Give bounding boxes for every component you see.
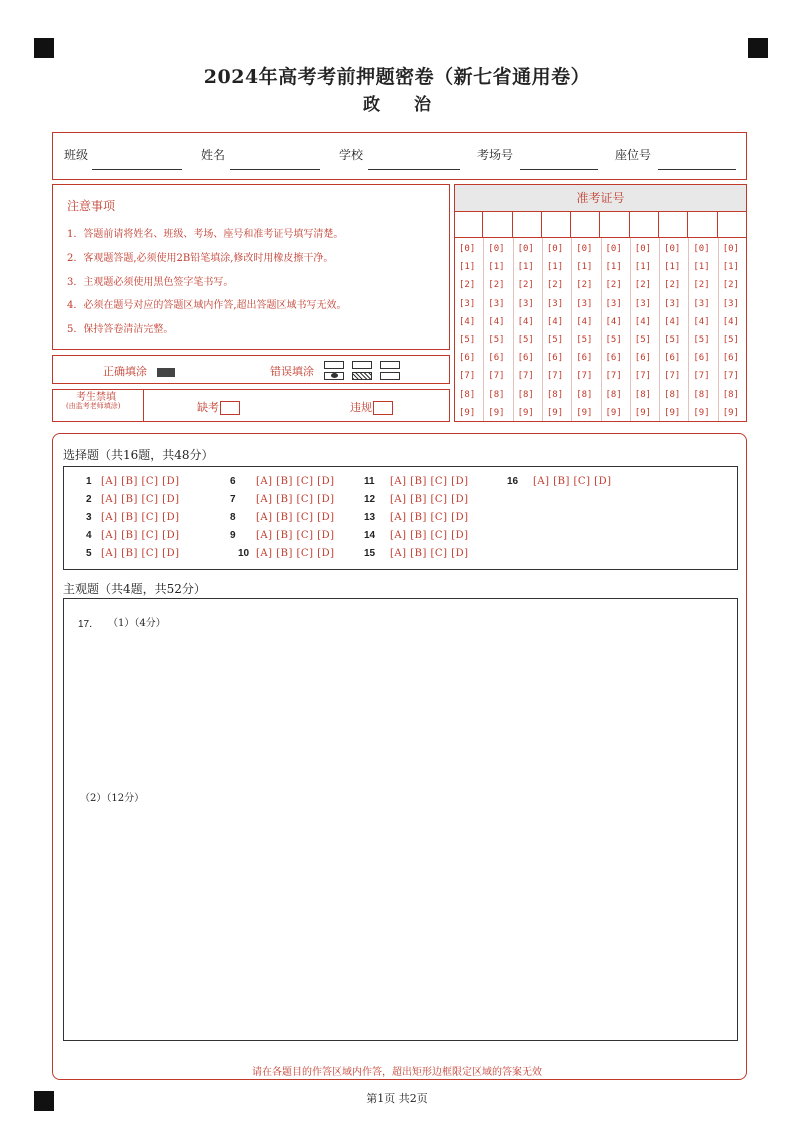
answer-options[interactable]: [A] [B] [C] [D] — [101, 512, 180, 523]
admission-digit-bubble[interactable]: [9] — [693, 407, 710, 418]
admission-digit-bubble[interactable]: [5] — [488, 335, 505, 345]
admission-digit-bubble[interactable]: [8] — [517, 389, 534, 400]
admission-digit-bubble[interactable]: [0] — [693, 244, 710, 254]
admission-digit-bubble[interactable]: [8] — [546, 389, 564, 400]
school-label: 学校 — [339, 148, 364, 162]
admission-digit-bubble[interactable]: [2] — [693, 280, 710, 291]
admission-digit-bubble[interactable]: [5] — [664, 335, 681, 345]
admission-digit-bubble[interactable]: [2] — [459, 280, 476, 291]
admission-digit-bubble[interactable]: [0] — [664, 244, 681, 254]
admission-digit-bubble[interactable]: [5] — [576, 335, 593, 345]
admission-digit-bubble[interactable]: [9] — [488, 407, 505, 418]
admission-digit-bubble[interactable]: [3] — [693, 298, 710, 309]
wrong-fill-label: 错误填涂 — [270, 365, 314, 378]
q17-part2-label: （2）（12分） — [80, 793, 145, 804]
admission-digit-bubble[interactable]: [8] — [722, 389, 739, 400]
admission-digit-bubble[interactable]: [7] — [576, 371, 593, 382]
admission-digit-bubble[interactable]: [2] — [664, 280, 681, 291]
name-label: 姓名 — [201, 148, 226, 162]
admission-digit-bubble[interactable]: [1] — [664, 262, 681, 273]
correct-fill-text: 正确填涂 — [103, 365, 147, 378]
answer-options[interactable]: [A] [B] [C] [D] — [256, 476, 335, 487]
admission-digit-bubble[interactable]: [6] — [459, 353, 476, 364]
admission-digit-bubble[interactable]: [3] — [634, 298, 652, 309]
admission-digit-bubble[interactable]: [1] — [605, 262, 622, 273]
answer-options[interactable]: [A] [B] [C] [D] — [390, 530, 469, 541]
admission-digit-bubble[interactable]: [1] — [459, 262, 476, 273]
admission-digit-bubble[interactable]: [9] — [546, 407, 564, 418]
admission-column-divider — [718, 237, 719, 421]
wrong-fill-dot-icon — [324, 372, 344, 380]
admission-digit-cell[interactable] — [601, 212, 630, 237]
answer-options[interactable]: [A] [B] [C] [D] — [256, 548, 335, 559]
admission-column-divider — [483, 237, 484, 421]
answer-options[interactable]: [A] [B] [C] [D] — [533, 476, 612, 487]
admission-digit-bubble[interactable]: [7] — [488, 371, 505, 382]
q17-part1-label: （1）（4分） — [108, 618, 166, 629]
wrong-fill-hatch-icon — [352, 372, 372, 380]
admission-column-divider — [630, 237, 631, 421]
question-number: 4 — [86, 530, 92, 541]
admission-digit-bubble[interactable]: [3] — [517, 298, 534, 309]
correct-fill-label — [103, 363, 175, 379]
notice-item: 2．客观题答题,必须使用2B铅笔填涂,修改时用橡皮擦干净。 — [67, 253, 334, 264]
admission-digit-bubble[interactable]: [5] — [517, 335, 534, 345]
question-number: 9 — [230, 530, 236, 541]
admission-digit-bubble[interactable]: [7] — [605, 371, 622, 382]
page-number: 第1页 共2页 — [366, 1092, 428, 1105]
q17-label: 17． — [78, 619, 100, 630]
admission-column-divider — [571, 237, 572, 421]
admission-digit-bubble[interactable]: [3] — [722, 298, 739, 309]
admission-digit-bubble[interactable]: [9] — [459, 407, 476, 418]
admission-digit-cell[interactable] — [454, 212, 483, 237]
admission-digit-cell[interactable] — [483, 212, 512, 237]
violation-label: 违规 — [350, 401, 372, 414]
name-field[interactable] — [230, 169, 320, 170]
admission-digit-bubble[interactable]: [4] — [634, 316, 652, 327]
exam-room-field[interactable] — [520, 169, 598, 170]
admission-digit-bubble[interactable]: [0] — [459, 244, 476, 254]
violation-checkbox[interactable] — [350, 399, 393, 415]
admission-digit-bubble[interactable]: [1] — [634, 262, 652, 273]
admission-column-divider — [542, 237, 543, 421]
admission-digit-bubble[interactable]: [7] — [722, 371, 739, 382]
admission-digit-bubble[interactable]: [2] — [517, 280, 534, 291]
admission-digit-bubble[interactable]: [4] — [546, 316, 564, 327]
admission-digit-cell[interactable] — [630, 212, 659, 237]
answer-options[interactable]: [A] [B] [C] [D] — [390, 476, 469, 487]
wrong-fill-circle-icon — [380, 361, 400, 369]
admission-digit-bubble[interactable]: [5] — [605, 335, 622, 345]
notice-item: 4．必须在题号对应的答题区域内作答,超出答题区域书写无效。 — [67, 300, 347, 311]
admission-column-divider — [513, 237, 514, 421]
admission-digit-bubble[interactable]: [4] — [576, 316, 593, 327]
admission-digit-bubble[interactable]: [2] — [722, 280, 739, 291]
admission-digit-bubble[interactable]: [6] — [693, 353, 710, 364]
admission-title: 准考证号 — [454, 184, 747, 212]
admission-digit-bubble[interactable]: [3] — [488, 298, 505, 309]
seat-number-field[interactable] — [658, 169, 736, 170]
admission-digit-bubble[interactable]: [7] — [546, 371, 564, 382]
admission-digit-bubble[interactable]: [6] — [722, 353, 739, 364]
admission-digit-bubble[interactable]: [9] — [517, 407, 534, 418]
admission-digit-bubble[interactable]: [0] — [634, 244, 652, 254]
admission-digit-cell[interactable] — [688, 212, 717, 237]
answer-options[interactable]: [A] [B] [C] [D] — [390, 548, 469, 559]
absent-box[interactable] — [220, 401, 240, 415]
admission-digit-bubble[interactable]: [5] — [634, 335, 652, 345]
admission-digit-bubble[interactable]: [8] — [693, 389, 710, 400]
admission-digit-bubble[interactable]: [1] — [693, 262, 710, 273]
admission-digit-cell[interactable] — [513, 212, 542, 237]
answer-options[interactable]: [A] [B] [C] [D] — [101, 548, 180, 559]
admission-digit-bubble[interactable]: [7] — [693, 371, 710, 382]
admission-digit-cell[interactable] — [571, 212, 600, 237]
admission-digit-bubble[interactable]: [2] — [576, 280, 593, 291]
notice-item: 5．保持答卷清洁完整。 — [67, 324, 174, 335]
admission-digit-bubble[interactable]: [5] — [546, 335, 564, 345]
answer-area-warning: 请在各题目的作答区域内作答，超出矩形边框限定区域的答案无效 — [252, 1067, 542, 1078]
registration-mark-top-left — [34, 38, 54, 58]
admission-digit-bubble[interactable]: [9] — [576, 407, 593, 418]
school-field[interactable] — [368, 169, 460, 170]
question-number: 12 — [364, 494, 376, 505]
admission-column-divider — [688, 237, 689, 421]
question-number: 10 — [238, 548, 250, 559]
wrong-fill-cross-icon — [352, 361, 372, 369]
question-number: 15 — [364, 548, 376, 559]
admission-digit-bubble[interactable]: [1] — [546, 262, 564, 273]
correct-fill-sample — [157, 368, 175, 377]
absent-checkbox[interactable] — [197, 399, 240, 415]
proctor-divider — [143, 389, 144, 422]
admission-digit-bubble[interactable]: [5] — [459, 335, 476, 345]
admission-digit-bubble[interactable]: [3] — [459, 298, 476, 309]
admission-digit-bubble[interactable]: [6] — [634, 353, 652, 364]
answer-options[interactable]: [A] [B] [C] [D] — [101, 494, 180, 505]
admission-digit-bubble[interactable]: [3] — [605, 298, 622, 309]
admission-column-divider — [601, 237, 602, 421]
question-number: 13 — [364, 512, 376, 523]
admission-digit-bubble[interactable]: [3] — [576, 298, 593, 309]
admission-digit-cell[interactable] — [718, 212, 747, 237]
question-number: 8 — [230, 512, 236, 523]
proctor-label: 考生禁填 — [76, 392, 116, 403]
admission-digit-bubble[interactable]: [7] — [664, 371, 681, 382]
admission-digit-bubble[interactable]: [1] — [517, 262, 534, 273]
answer-options[interactable]: [A] [B] [C] [D] — [256, 494, 335, 505]
admission-digit-bubble[interactable]: [6] — [664, 353, 681, 364]
admission-digit-bubble[interactable]: [4] — [605, 316, 622, 327]
admission-digit-cell[interactable] — [542, 212, 571, 237]
exam-room-label: 考场号 — [477, 148, 514, 162]
admission-digit-bubble[interactable]: [8] — [488, 389, 505, 400]
question-number: 2 — [86, 494, 92, 505]
admission-digit-bubble[interactable]: [2] — [488, 280, 505, 291]
answer-options[interactable]: [A] [B] [C] [D] — [101, 476, 180, 487]
admission-digit-bubble[interactable]: [7] — [459, 371, 476, 382]
question-number: 11 — [364, 476, 375, 487]
admission-digit-bubble[interactable]: [8] — [576, 389, 593, 400]
admission-digit-bubble[interactable]: [6] — [517, 353, 534, 364]
admission-digit-bubble[interactable]: [7] — [517, 371, 534, 382]
answer-options[interactable]: [A] [B] [C] [D] — [390, 512, 469, 523]
notice-item: 3．主观题必须使用黑色签字笔书写。 — [67, 277, 234, 288]
admission-digit-bubble[interactable]: [5] — [693, 335, 710, 345]
question-number: 5 — [86, 548, 92, 559]
question-number: 3 — [86, 512, 92, 523]
admission-digit-bubble[interactable]: [6] — [605, 353, 622, 364]
wrong-fill-line-icon — [380, 372, 400, 380]
admission-digit-bubble[interactable]: [4] — [722, 316, 739, 327]
answer-options[interactable]: [A] [B] [C] [D] — [256, 512, 335, 523]
admission-digit-bubble[interactable]: [3] — [664, 298, 681, 309]
admission-digit-bubble[interactable]: [8] — [459, 389, 476, 400]
class-label: 班级 — [64, 148, 89, 162]
proctor-note: (由监考老师填涂) — [66, 402, 121, 410]
admission-digit-bubble[interactable]: [0] — [546, 244, 564, 254]
admission-digit-bubble[interactable]: [0] — [605, 244, 622, 254]
admission-digit-bubble[interactable]: [6] — [546, 353, 564, 364]
admission-digit-bubble[interactable]: [4] — [459, 316, 476, 327]
admission-column-divider — [659, 237, 660, 421]
admission-digit-bubble[interactable]: [6] — [576, 353, 593, 364]
admission-digit-bubble[interactable]: [4] — [488, 316, 505, 327]
admission-grid-rule — [454, 237, 747, 238]
admission-digit-bubble[interactable]: [4] — [664, 316, 681, 327]
notice-title: 注意事项 — [67, 199, 116, 213]
answer-options[interactable]: [A] [B] [C] [D] — [256, 530, 335, 541]
admission-digit-bubble[interactable]: [4] — [517, 316, 534, 327]
choice-section-label: 选择题（共16题，共48分） — [63, 448, 214, 462]
admission-digit-bubble[interactable]: [8] — [664, 389, 681, 400]
admission-digit-bubble[interactable]: [4] — [693, 316, 710, 327]
admission-digit-bubble[interactable]: [1] — [488, 262, 505, 273]
admission-digit-bubble[interactable]: [9] — [722, 407, 739, 418]
subject-title: 政 治 — [363, 95, 445, 115]
admission-digit-bubble[interactable]: [6] — [488, 353, 505, 364]
admission-digit-bubble[interactable]: [1] — [576, 262, 593, 273]
answer-options[interactable]: [A] [B] [C] [D] — [101, 530, 180, 541]
admission-digit-cell[interactable] — [659, 212, 688, 237]
question-number: 1 — [86, 476, 92, 487]
question-number: 14 — [364, 530, 376, 541]
subjective-answer-box[interactable] — [63, 598, 738, 1041]
question-number: 6 — [230, 476, 236, 487]
admission-digit-bubble[interactable]: [9] — [634, 407, 652, 418]
admission-digit-bubble[interactable]: [5] — [722, 335, 739, 345]
admission-digit-bubble[interactable]: [2] — [605, 280, 622, 291]
question-number: 16 — [507, 476, 519, 487]
admission-digit-bubble[interactable]: [7] — [634, 371, 652, 382]
admission-digit-bubble[interactable]: [0] — [488, 244, 505, 254]
admission-digit-bubble[interactable]: [1] — [722, 262, 739, 273]
admission-digit-bubble[interactable]: [9] — [664, 407, 681, 418]
admission-digit-bubble[interactable]: [0] — [722, 244, 739, 254]
admission-digit-bubble[interactable]: [2] — [634, 280, 652, 291]
question-number: 7 — [230, 494, 236, 505]
page-title: 2024年高考考前押题密卷（新七省通用卷） — [203, 66, 591, 88]
wrong-fill-check-icon — [324, 361, 344, 369]
answer-options[interactable]: [A] [B] [C] [D] — [390, 494, 469, 505]
absent-label: 缺考 — [197, 401, 219, 414]
admission-digit-bubble[interactable]: [0] — [517, 244, 534, 254]
notice-item: 1．答题前请将姓名、班级、考场、座号和准考证号填写清楚。 — [67, 229, 344, 240]
admission-digit-bubble[interactable]: [0] — [576, 244, 593, 254]
class-field[interactable] — [92, 169, 182, 170]
subjective-section-label: 主观题（共4题，共52分） — [63, 582, 206, 596]
admission-digit-bubble[interactable]: [8] — [605, 389, 622, 400]
admission-digit-bubble[interactable]: [8] — [634, 389, 652, 400]
admission-digit-bubble[interactable]: [2] — [546, 280, 564, 291]
registration-mark-top-right — [748, 38, 768, 58]
violation-box[interactable] — [373, 401, 393, 415]
admission-digit-bubble[interactable]: [3] — [546, 298, 564, 309]
admission-digit-bubble[interactable]: [9] — [605, 407, 622, 418]
seat-number-label: 座位号 — [615, 148, 652, 162]
